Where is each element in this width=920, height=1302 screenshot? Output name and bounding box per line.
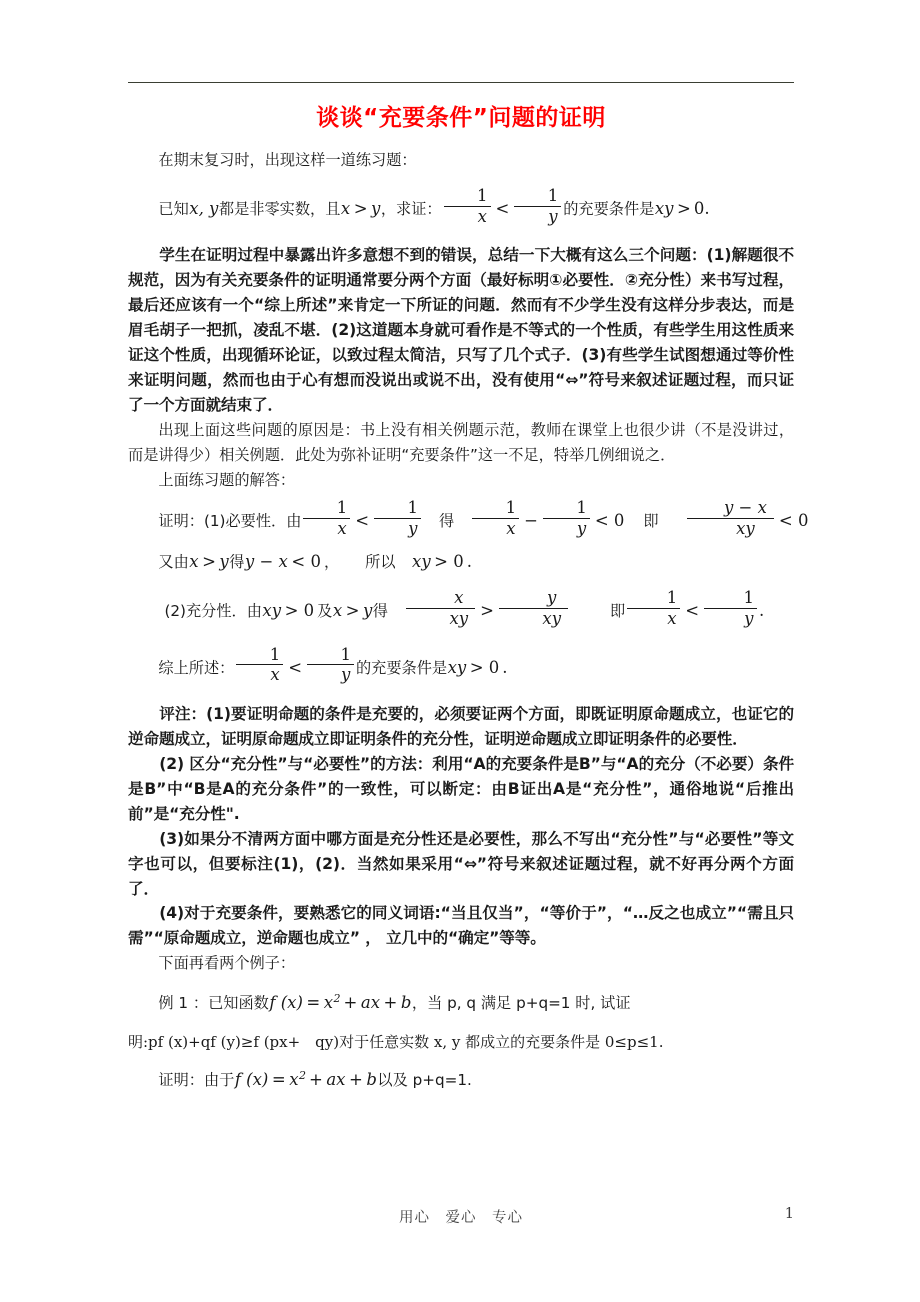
spacer <box>128 976 794 983</box>
header-divider-rule <box>128 82 794 83</box>
intro-paragraph: 在期末复习时，出现这样一道练习题： <box>158 150 417 169</box>
problem-fraction-1 <box>444 187 491 226</box>
line2-y: y <box>219 551 229 571</box>
example1-proof-line <box>128 1060 794 1100</box>
fraction-denominator: xy <box>406 608 475 628</box>
fraction-numerator: 1 <box>666 588 678 608</box>
word-de: 得 <box>439 512 455 531</box>
example1-proof-b: b <box>366 1070 377 1090</box>
suff-ji2: 及 <box>317 602 333 621</box>
example1-proof-ax: ax <box>326 1070 346 1090</box>
problem-condition-op: > <box>676 198 691 218</box>
fraction-denominator: x <box>444 206 491 226</box>
remark-4: (4)对于充要条件，要熟悉它的同义词语:“当且仅当”，“等价于”，“…反之也成立”“需且只需”“原命题成立，逆命题也成立” ， 立几中的“确定”等等。 <box>128 904 794 948</box>
line2-period: . <box>466 551 472 571</box>
example1-ax: ax <box>360 993 381 1013</box>
fraction-denominator: x <box>236 664 283 684</box>
fraction-numerator: 1 <box>547 185 559 205</box>
problem-period: . <box>704 198 710 218</box>
suff-xy: xy <box>262 601 282 621</box>
line2-xy: xy <box>412 551 431 571</box>
necessity-fraction-3 <box>472 499 519 538</box>
line2-prefix: 又由 <box>158 552 189 571</box>
suff-x: x <box>332 601 343 621</box>
fraction-numerator: y <box>547 588 557 608</box>
fraction-denominator: xy <box>687 518 774 538</box>
suff-relation: > <box>480 601 494 621</box>
problem-fraction-2 <box>514 187 561 226</box>
remark-1: 评注：(1)要证明命题的条件是充要的，必须要证两个方面，即既证明原命题成立，也证它的逆命题成立，证明原命题成立即证明条件的充分性，证明逆命题成立即证明条件的必要性． <box>128 704 794 748</box>
fraction-numerator: 1 <box>269 644 281 664</box>
sufficiency-fraction-2 <box>499 589 568 628</box>
cause-paragraph: 出现上面这些问题的原因是：书上没有相关例题示范，教师在课堂上也很少讲（不是没讲过，而是讲得少）相关例题．此处为弥补证明“充要条件”这一不足，特举几例细说之． <box>128 420 794 464</box>
fraction-numerator: 1 <box>340 644 351 664</box>
fraction-denominator: x <box>472 518 519 538</box>
fraction-denominator: y <box>374 518 421 538</box>
example1-label: 例 1 ：已知函数 <box>158 994 269 1013</box>
problem-ineq-op: > <box>353 198 368 218</box>
sufficiency-fraction-3 <box>627 589 680 628</box>
problem-middle: 都是非零实数，且 <box>218 199 341 218</box>
fraction-numerator: 1 <box>336 498 348 518</box>
example1-eq: = <box>306 993 321 1013</box>
fraction-denominator: y <box>307 664 354 684</box>
sufficiency-fraction-4 <box>704 589 757 628</box>
necessity-relation-2: < 0 <box>594 511 625 531</box>
document-content <box>128 104 809 1101</box>
line2-comma: ， <box>323 552 340 571</box>
conclusion-period: . <box>502 657 508 677</box>
proof-necessity-line2 <box>128 542 794 582</box>
example1-line2-text: 明:pf (x)+qf (y)≥f (px+ qy)对于任意实数 x, y 都成立的充要条件是 0≤p≤1. <box>128 1032 664 1051</box>
problem-tail: 的充要条件是 <box>563 199 655 218</box>
conclusion-tail: 的充要条件是 <box>355 658 448 677</box>
conclusion-fraction-2 <box>307 646 354 685</box>
spacer <box>128 632 794 646</box>
page-footer <box>128 1206 794 1227</box>
word-ji: 即 <box>643 512 659 531</box>
fraction-denominator: xy <box>499 608 568 628</box>
example1-proof-tail: 以及 p+q=1. <box>377 1071 472 1090</box>
suff-ji: 即 <box>610 602 626 621</box>
problem-prefix: 已知 <box>158 199 189 218</box>
problem-ask: ，求证： <box>380 199 442 218</box>
solution-heading: 上面练习题的解答： <box>158 470 296 489</box>
line2-suoyi: 所以 <box>365 552 396 571</box>
suff-de: 得 <box>372 602 388 621</box>
example1-plus-1: + <box>343 993 358 1013</box>
line2-de: 得 <box>229 552 245 571</box>
necessity-fraction-1 <box>303 499 350 538</box>
conclusion-relation: < <box>288 657 303 677</box>
fraction-denominator: x <box>303 518 350 538</box>
footer-slogan: 用心 爱心 专心 <box>399 1210 523 1226</box>
example1-proof-x2-base: x <box>289 1070 299 1090</box>
suff-gt: > <box>345 601 360 621</box>
fraction-numerator: 1 <box>407 498 419 518</box>
fraction-numerator: 1 <box>743 588 754 608</box>
line2-gt0: > 0 <box>434 551 464 571</box>
fraction-denominator: y <box>543 518 590 538</box>
conclusion-label: 综上所述： <box>158 658 235 677</box>
fraction-numerator: y − x <box>723 498 767 518</box>
problem-relation: < <box>495 198 510 218</box>
example1-proof-x2-exponent: 2 <box>299 1069 307 1083</box>
example1-x2-exponent: 2 <box>333 992 341 1006</box>
necessity-minus: − <box>524 511 538 531</box>
page-title: 谈谈“充要条件”问题的证明 <box>316 105 606 131</box>
example1-statement <box>128 983 794 1023</box>
remark-2: (2) 区分“充分性”与“必要性”的方法：利用“A的充要条件是B”与“A的充分（不必要）条件是B”中“B是A的充分条件”的一致性，可以断定：由B证出A是“充分性”，通俗地说“后推出前”是“充分性". <box>128 754 794 823</box>
problems-paragraph: 学生在证明过程中暴露出许多意想不到的错误，总结一下大概有这么三个问题：(1)解题很不规范，因为有关充要条件的证明通常要分两个方面（最好标明①必要性．②充分性）来书写过程，最后还应该有一个“综上所述”来肯定一下所证的问题．然而有不少学生没有这样分步表达，而是眉毛胡子一把抓，凌乱不堪．(2)这道题本身就可看作是不等式的一个性质，有些学生用这性质来证这个性质，出现循环论证，以致过程太简洁，只写了几个式子．(3)有些学生试图想通过等价性来证明问题，然而也由于心有想而没说出或说不出，没有使用“⇔”符号来叙述证题过程，而只证了一个方面就结束了． <box>128 246 794 414</box>
proof-conclusion-line <box>128 646 794 688</box>
example1-statement-line2 <box>128 1024 794 1061</box>
proof-sufficiency-line <box>128 589 794 631</box>
problem-vars: x, y <box>189 198 219 218</box>
example1-x2-base: x <box>323 993 334 1013</box>
problem-ineq-x: x <box>340 198 351 218</box>
fraction-denominator: y <box>514 206 561 226</box>
proof-necessity-line <box>128 498 809 541</box>
necessity-fraction-2 <box>374 499 421 538</box>
spacer <box>128 688 794 702</box>
necessity-relation-3: < 0 <box>778 511 809 531</box>
fraction-numerator: 1 <box>505 498 517 518</box>
line2-gt: > <box>202 551 216 571</box>
problem-condition-value: 0 <box>693 198 705 218</box>
necessity-label: 证明：(1)必要性．由 <box>158 512 302 531</box>
fraction-numerator: x <box>454 588 464 608</box>
examples-heading: 下面再看两个例子： <box>158 954 296 973</box>
conclusion-fraction-1 <box>236 646 283 685</box>
example1-proof-plus-1: + <box>309 1070 323 1090</box>
spacer <box>128 229 794 243</box>
spacer <box>128 492 794 499</box>
example1-b: b <box>400 993 412 1013</box>
fraction-numerator: 1 <box>576 498 587 518</box>
problem-statement <box>128 187 794 229</box>
problem-condition: xy <box>654 198 674 218</box>
line2-yx: y − x <box>244 551 288 571</box>
example1-proof-plus-2: + <box>349 1070 363 1090</box>
necessity-relation-1: < <box>355 511 370 531</box>
page-number: 1 <box>784 1206 794 1222</box>
remark-3: (3)如果分不清两方面中哪方面是充分性还是必要性，那么不写出“充分性”与“必要性”等文字也可以，但要标注(1)，(2)．当然如果采用“⇔”符号来叙述证题过程，就不好再分两个方面了． <box>128 829 794 898</box>
suff-relation-2: < <box>685 601 700 621</box>
sufficiency-label: (2)充分性．由 <box>164 602 262 621</box>
example1-fx: f (x) <box>269 993 303 1013</box>
problem-ineq-y: y <box>371 198 381 218</box>
conclusion-xy: xy <box>447 657 467 677</box>
spacer <box>128 173 794 187</box>
necessity-fraction-5 <box>687 499 774 538</box>
example1-condition: ，当 p, q 满足 p+q=1 时, 试证 <box>411 994 631 1013</box>
suff-y: y <box>362 601 373 621</box>
sufficiency-fraction-1 <box>406 589 475 628</box>
example1-proof-eq: = <box>271 1070 286 1090</box>
example1-plus-2: + <box>383 993 398 1013</box>
example1-proof-fx: f (x) <box>234 1070 269 1090</box>
fraction-numerator: 1 <box>477 185 488 205</box>
line2-x: x <box>189 551 199 571</box>
conclusion-gt0: > 0 <box>469 657 500 677</box>
example1-proof-label: 证明：由于 <box>158 1071 235 1090</box>
suff-gt0: > 0 <box>284 601 315 621</box>
suff-period: . <box>758 601 765 621</box>
fraction-denominator: y <box>704 608 757 628</box>
necessity-fraction-4 <box>543 499 590 538</box>
line2-lt0: < 0 <box>291 551 321 571</box>
fraction-denominator: x <box>627 608 680 628</box>
